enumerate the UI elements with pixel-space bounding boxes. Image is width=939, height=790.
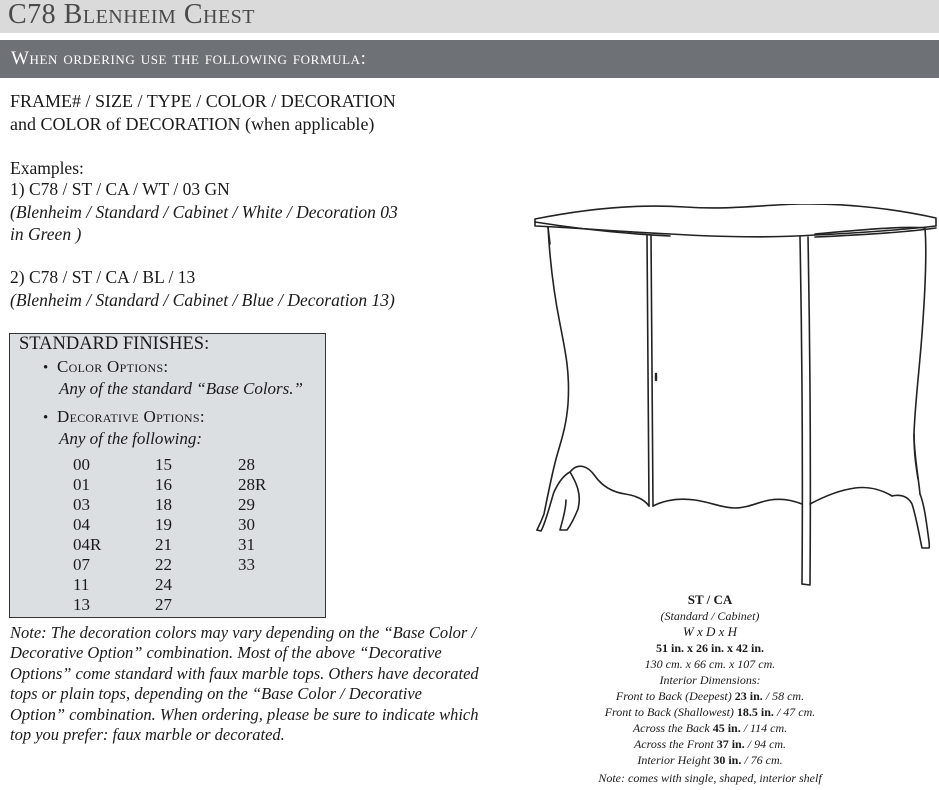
decoration-code: 13 — [73, 595, 90, 614]
title-bar — [0, 0, 939, 33]
decoration-code: 03 — [73, 495, 90, 514]
spec-row-inches: 18.5 in. — [736, 705, 774, 719]
decoration-code: 18 — [155, 495, 172, 514]
decorative-options-heading: Decorative Options: — [57, 407, 205, 426]
bullet-icon: • — [43, 360, 49, 376]
decoration-code: 28R — [238, 475, 267, 494]
decoration-code: 11 — [73, 575, 90, 594]
example-2-code: 2) C78 / ST / CA / BL / 13 — [10, 267, 196, 287]
decoration-code: 00 — [73, 455, 90, 474]
spec-row-inches: 45 in. — [712, 721, 741, 735]
spec-interior-row — [560, 688, 860, 704]
spec-code: ST / CA — [687, 592, 733, 607]
spec-row-label: Front to Back (Shallowest) — [604, 705, 734, 719]
spec-interior-label: Interior Dimensions: — [659, 673, 761, 687]
bullet-icon: • — [43, 410, 49, 426]
decoration-code: 07 — [73, 555, 90, 574]
standard-finishes-box — [9, 333, 326, 618]
examples-label: Examples: — [10, 158, 84, 178]
decoration-code: 28 — [238, 455, 255, 474]
spec-interior-row — [560, 736, 860, 752]
spec-row-label: Across the Back — [632, 721, 710, 735]
spec-row-cm: / 76 cm. — [744, 753, 783, 767]
example-1-desc: (Blenheim / Standard / Cabinet / White / Decoration 03 — [10, 202, 398, 222]
example-1-code: 1) C78 / ST / CA / WT / 03 GN — [10, 179, 230, 199]
spec-row-inches: 30 in. — [713, 753, 742, 767]
spec-row-cm: / 47 cm. — [776, 705, 816, 719]
decoration-codes — [73, 455, 303, 615]
spec-row-cm: / 94 cm. — [747, 737, 787, 751]
spec-dims-inches: 51 in. x 26 in. x 42 in. — [655, 641, 765, 655]
decoration-code: 30 — [238, 515, 255, 534]
spec-code-desc: (Standard / Cabinet) — [660, 609, 760, 623]
decoration-code: 16 — [155, 475, 172, 494]
formula-bar — [0, 40, 939, 78]
spec-interior-row — [560, 704, 860, 720]
decoration-code: 15 — [155, 455, 172, 474]
spec-row-label: Front to Back (Deepest) — [615, 689, 732, 703]
formula-line-1: FRAME# / SIZE / TYPE / COLOR / DECORATION — [10, 91, 396, 111]
spec-row-inches: 23 in. — [734, 689, 763, 703]
spec-row-label: Across the Front — [633, 737, 714, 751]
spec-dims-label: W x D x H — [682, 624, 738, 639]
decoration-note: Note: The decoration colors may vary depending on the “Base Color / Decorative Option” combination. Most of the above “Decorative Options” come standard with faux marble tops. Others have decorated tops or plain tops, depending on the “Base Color / Decorative Option” combination. When ordering, please be sure to indicate which top you prefer: faux marble or decorated. — [10, 623, 479, 745]
spec-interior-row — [560, 720, 860, 736]
formula-heading: When ordering use the following formula: — [11, 48, 367, 69]
decoration-code: 19 — [155, 515, 172, 534]
chest-illustration — [530, 204, 939, 590]
decoration-code: 24 — [155, 575, 172, 594]
decoration-code: 27 — [155, 595, 172, 614]
decoration-code: 04R — [73, 535, 102, 554]
example-1-desc-cont: in Green ) — [10, 224, 82, 244]
decoration-code: 21 — [155, 535, 172, 554]
decoration-code: 22 — [155, 555, 172, 574]
spec-row-cm: / 58 cm. — [765, 689, 805, 703]
decoration-code: 29 — [238, 495, 255, 514]
spec-footnote: Note: comes with single, shaped, interior shelf — [598, 771, 822, 785]
spec-row-inches: 37 in. — [716, 737, 745, 751]
decoration-code: 33 — [238, 555, 255, 574]
spec-row-cm: / 114 cm. — [743, 721, 788, 735]
spec-dims-cm: 130 cm. x 66 cm. x 107 cm. — [644, 657, 776, 671]
spec-row-label: Interior Height — [637, 753, 711, 767]
spec-interior-row — [560, 752, 860, 768]
example-2-desc: (Blenheim / Standard / Cabinet / Blue / Decoration 13) — [10, 290, 395, 310]
color-options-text: Any of the standard “Base Colors.” — [59, 379, 303, 398]
formula-line-2: and COLOR of DECORATION (when applicable) — [10, 114, 375, 134]
decoration-code: 04 — [73, 515, 90, 534]
decoration-code: 01 — [73, 475, 90, 494]
page-title: C78 Blenheim Chest — [8, 0, 256, 30]
color-options-heading: Color Options: — [57, 357, 169, 376]
finishes-title: STANDARD FINISHES: — [19, 334, 210, 354]
decorative-options-text: Any of the following: — [59, 429, 203, 448]
decoration-code: 31 — [238, 535, 255, 554]
